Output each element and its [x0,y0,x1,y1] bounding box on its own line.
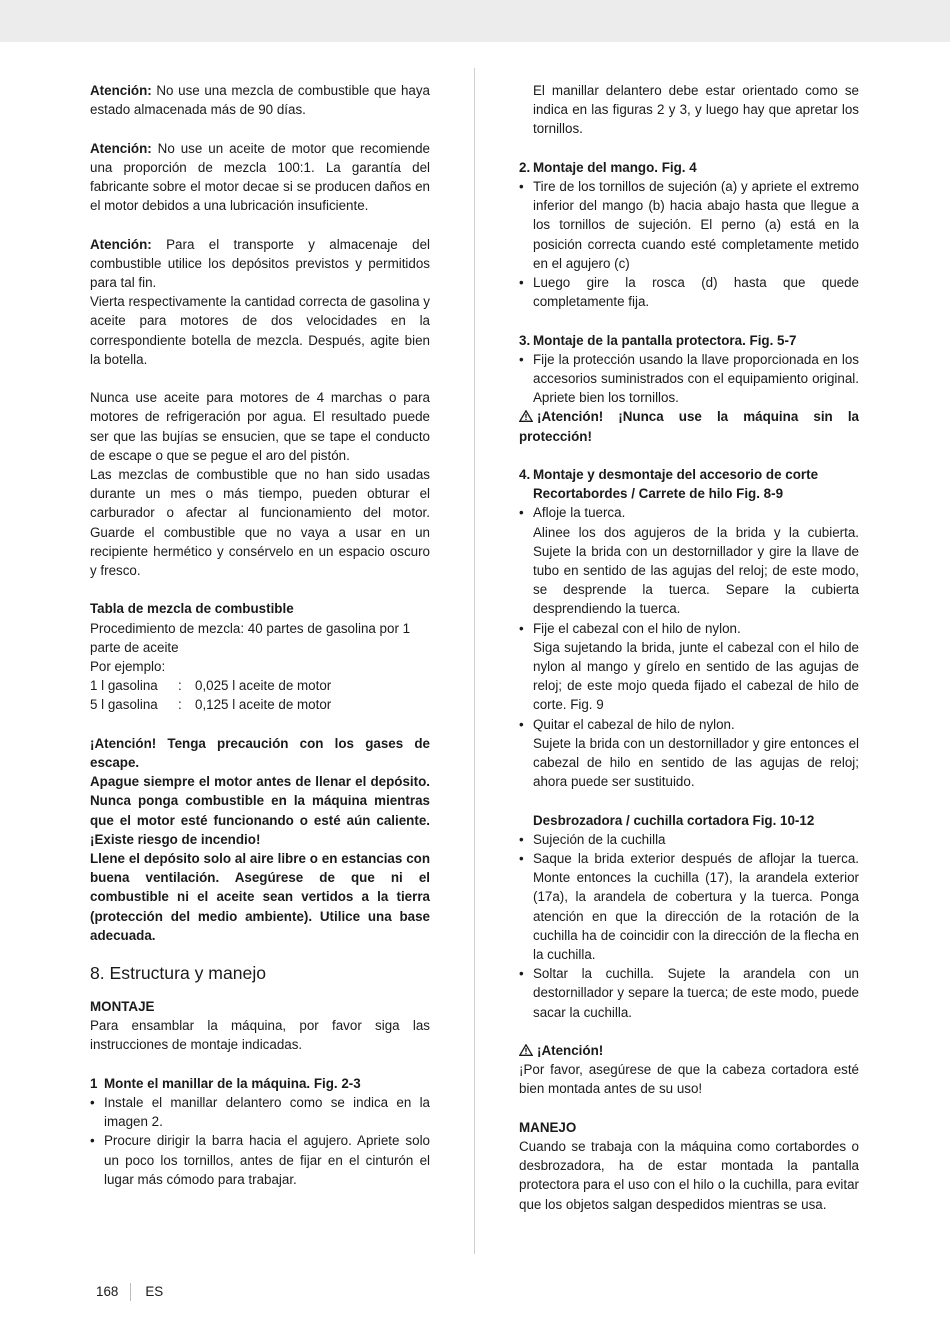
list-item: • Procure dirigir la barra hacia el agujero. Apriete solo un poco los tornillos, antes de fijar en el cinturón el lugar más cómodo para trabajar. [90,1133,430,1187]
left-column [90,81,430,1189]
attention-oil-ratio: Atención: No use un aceite de motor que recomiende una proporción de mezcla 100:1. La garantía del fabricante sobre el motor decae si se producen daños en el motor debidos a una lubricación insuficiente. [90,140,430,214]
section-heading: 8. Estructura y manejo [90,963,267,984]
attention-storage: Atención: No use una mezcla de combustible que haya estado almacenada más de 90 días. [90,83,430,118]
list-item: • Fije el cabezal con el hilo de nylon. [519,620,741,636]
mix-table-procedure: Procedimiento de mezcla: 40 partes de gasolina por 1 parte de aceite [90,620,411,655]
mixing-paragraph: Vierta respectivamente la cantidad correcta de gasolina y aceite para motores de dos velocidades en la correspondiente botella de mezcla. Después, agite bien la botella. [90,294,430,367]
warning-triangle-icon [519,1044,533,1056]
list-item: • Quitar el cabezal de hilo de nylon. [519,716,735,732]
list-item-continued: Siga sujetando la brida, junte el cabezal con el hilo de nylon al mango y gírelo en sentido de las agujas de reloj; de este mojo queda fijado el cabezal de hilo de corte. Fig. 9 [533,639,859,713]
attention-transport: Atención: Para el transporte y almacenaje del combustible utilice los depósitos previstos y permitidos para tal fin. [90,236,430,290]
mix-table-example: Por ejemplo: [90,659,166,675]
blade-subtitle: Desbrozadora / cuchilla cortadora Fig. 10-12 [533,812,815,828]
manejo-text: Cuando se trabaja con la máquina como cortabordes o desbrozadora, ha de estar montada la pantalla protectora para el uso con el hilo o la cuchilla, para evitar que los objetos salgan despedidos mientras se usa. [519,1139,859,1212]
list-item-continued: Alinee los dos agujeros de la brida y la cubierta. Sujete la brida con un destornillador y gire la llave de tubo en sentido de las agujas del reloj; de este modo, se desprende la tuerca. Separe la cubierta desprendiendo la tuerca. [533,524,859,617]
list-item: • Instale el manillar delantero como se indica en la imagen 2. [90,1095,430,1130]
manejo-title: MANEJO [519,1119,577,1135]
warning-exhaust-gases: ¡Atención! Tenga precaución con los gases de escape. [90,735,430,771]
list-item: • Soltar la cuchilla. Sujete la arandela con un destornillador y separe la tuerca; de este modo, puede sacar la cuchilla. [519,966,859,1020]
attention-text: ¡Por favor, asegúrese de que la cabeza cortadora esté bien montada antes de su uso! [519,1062,859,1097]
language-code: ES [145,1284,164,1299]
list-item: • Saque la brida exterior después de aflojar la tuerca. Monte entonces la cuchilla (17), la arandela exterior (17a), la arandela de cobertura y la tuerca. Ponga atención en que la dirección de la rotación de la cuchilla ha de coincidir con la dirección de la flecha en la cuchilla. [519,851,859,963]
top-bar [0,0,950,42]
list-item: • Fije la protección usando la llave proporcionada en los accesorios suministrados con el equipamiento original. Apriete bien los tornillos. [519,351,859,406]
montaje-intro: Para ensamblar la máquina, por favor siga las instrucciones de montaje indicadas. [90,1018,430,1053]
right-column [519,81,859,1214]
list-item: • Luego gire la rosca (d) hasta que quede completamente fija. [519,275,859,310]
warning-protection: ¡Atención! ¡Nunca use la máquina sin la protección! [519,409,859,444]
attention-title: ¡Atención! [519,1041,859,1060]
mix-table-row: 1 l gasolina : 0,025 l aceite de motor [90,678,332,694]
column-divider [474,68,475,1254]
step-1-title: 1 Monte el manillar de la máquina. Fig. 2-3 [90,1075,361,1091]
list-item: • Sujeción de la cuchilla [519,831,666,847]
page-footer [96,1283,163,1301]
storage-paragraph: Las mezclas de combustible que no han sido usadas durante un mes o más tiempo, pueden obturar el carburador o afectar al funcionamiento del motor. Guarde el combustible que no vaya a usar en un recipiente hermético y consérvelo en un espacio oscuro y fresco. [90,467,430,579]
step-4-title: 4. Montaje y desmontaje del accesorio de corte Recortabordes / Carrete de hilo Fig. 8-9 [519,467,819,502]
footer-separator [130,1283,131,1301]
oil-warning-paragraph: Nunca use aceite para motores de 4 marchas o para motores de refrigeración por agua. El resultado puede ser que las bujías se ensucien, que se tape el conducto de escape o que se pegue el aro del pistón. [90,390,430,463]
mix-table-row: 5 l gasolina : 0,125 l aceite de motor [90,697,332,713]
list-item-continued: Sujete la brida con un destornillador y gire entonces el cabezal de hilo en sentido de las agujas de reloj; ahora puede ser sustituido. [533,735,859,790]
step-3-title: 3. Montaje de la pantalla protectora. Fig. 5-7 [519,332,797,348]
warning-refuel: Apague siempre el motor antes de llenar el depósito. Nunca ponga combustible en la máquina mientras que el motor esté funcionando o esté aún caliente. ¡Existe riesgo de incendio! [90,774,430,847]
mix-table-title: Tabla de mezcla de combustible [90,601,294,617]
step-1-continued: El manillar delantero debe estar orientado como se indica en las figuras 2 y 3, y luego hay que apretar los tornillos. [533,83,859,137]
montaje-title: MONTAJE [90,999,155,1015]
step-2-title: 2. Montaje del mango. Fig. 4 [519,159,697,175]
page-number: 168 [96,1284,119,1299]
warning-outdoor-refuel: Llene el depósito solo al aire libre o en estancias con buena ventilación. Asegúrese de que ni el combustible ni el aceite sean vertidos a la tierra (protección del medio ambiente). Utilice una base adecuada. [90,851,430,943]
warning-triangle-icon [519,410,533,422]
list-item: • Tire de los tornillos de sujeción (a) y apriete el extremo inferior del mango (b) hacia abajo hasta que llegue a los tornillos de sujeción. El perno (a) está en la posición correcta cuando esté completamente metido en el agujero (c) [519,179,859,271]
list-item: • Afloje la tuerca. [519,505,626,521]
